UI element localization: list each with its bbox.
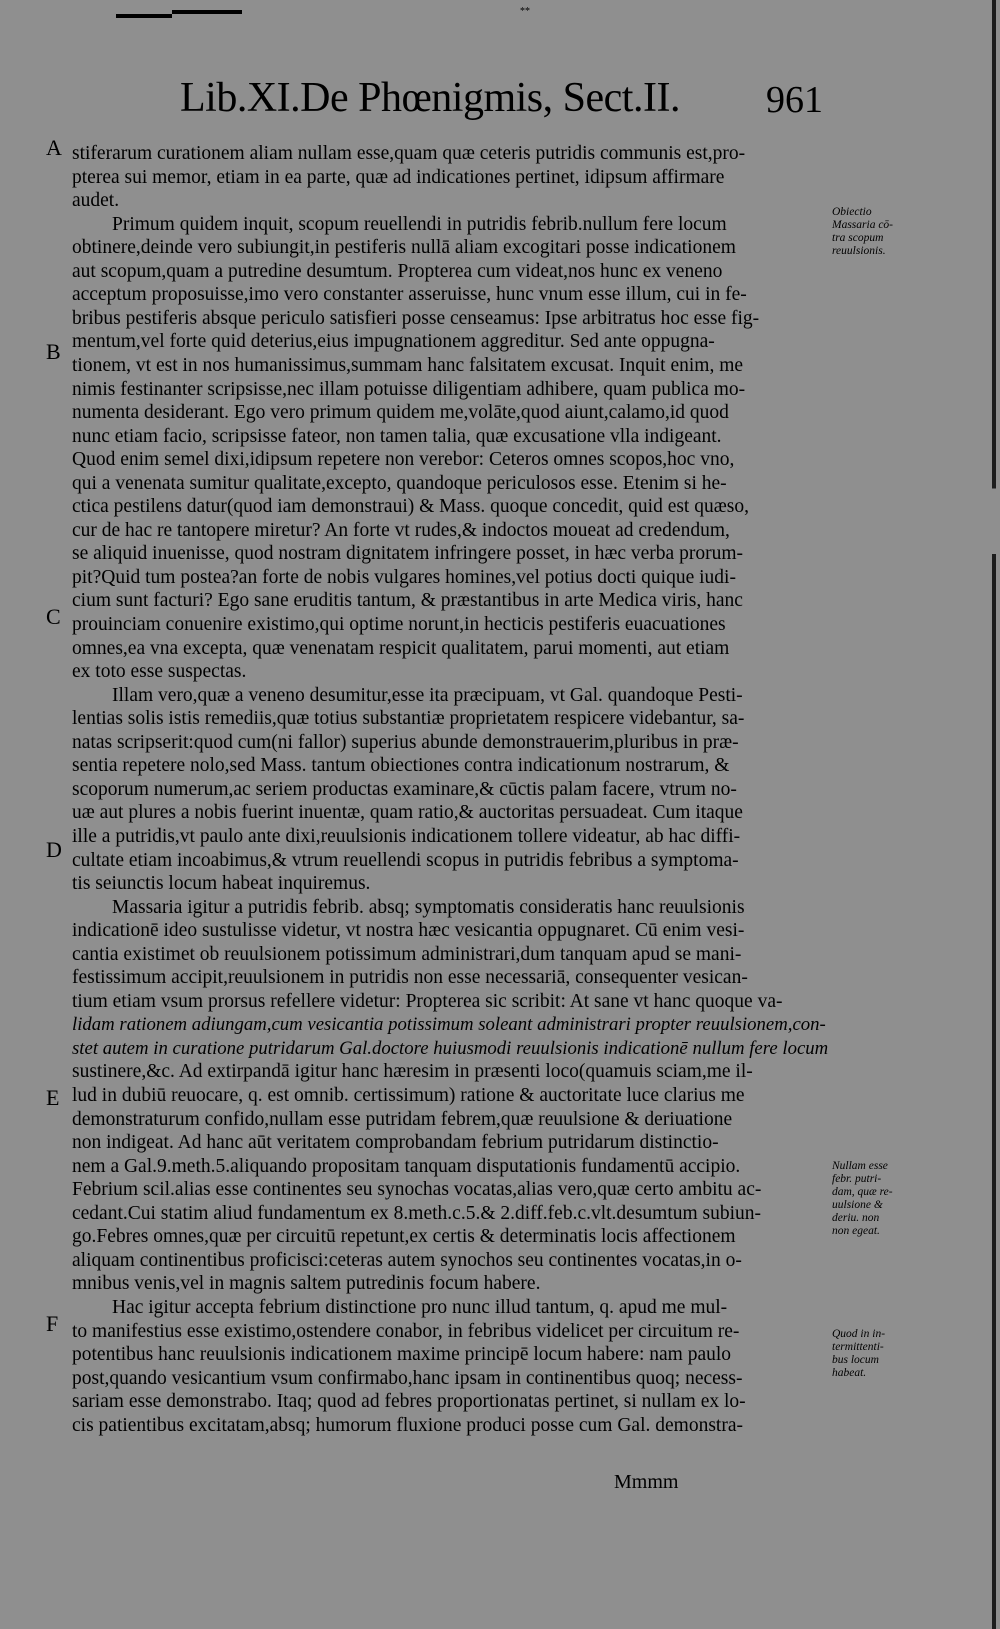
margin-note-line: reuulsionis. <box>832 245 886 257</box>
text-line: aliquam continentibus proficisci:ceteras autem synochos seu continentes vocatas,in o- <box>72 1249 742 1271</box>
text-line: mentum,vel forte quid deterius,eius impugnationem aggreditur. Sed ante oppugna- <box>72 331 715 353</box>
text-line: bribus pestiferis absque periculo satisfieri posse censeamus: Ipse arbitratus hoc esse fig- <box>72 307 760 329</box>
section-marker-d: D <box>46 837 62 862</box>
margin-note-line: termittenti- <box>832 1341 884 1353</box>
text-line: lentias solis istis remediis,quæ totius substantiæ proprietatem respicere videbantur, sa- <box>72 708 745 730</box>
margin-note-line: tra scopum <box>832 232 884 244</box>
margin-note-line: uulsione & <box>832 1199 883 1211</box>
margin-note-quod <box>832 1328 916 1380</box>
text-line: nem a Gal.9.meth.5.aliquando propositam tanquam disputationis fundamentū accipio. <box>72 1155 741 1177</box>
text-line: Massaria igitur a putridis febrib. absq; symptomatis consideratis hanc reuulsionis <box>112 896 745 918</box>
page-edge-shadow <box>992 0 996 1629</box>
text-line: numenta desiderant. Ego vero primum quidem me,volāte,quod aiunt,calamo,id quod <box>72 402 729 424</box>
text-line: acceptum proposuisse,imo vero constanter asseruisse, hunc vnum esse illum, cui in fe- <box>72 284 747 306</box>
text-line: aut scopum,quam a putredine desumtum. Propterea cum videat,nos hunc ex veneno <box>72 260 723 282</box>
text-line: tis seiunctis locum habeat inquiremus. <box>72 873 371 895</box>
text-line: ctica pestilens datur(quod iam demonstraui) & Mass. quoque concedit, quid est quæso, <box>72 496 749 518</box>
text-line: Illam vero,quæ a veneno desumitur,esse ita præcipuam, vt Gal. quandoque Pesti- <box>112 684 743 706</box>
text-line: Hac igitur accepta febrium distinctione pro nunc illud tantum, q. apud me mul- <box>112 1296 728 1318</box>
text-line: indicationē ideo sustulisse videtur, vt nostra hæc vesicantia oppugnaret. Cū enim vesi- <box>72 920 745 942</box>
text-line: post,quando vesicantium vsum confirmabo,hanc ipsam in continentibus quoq; necess- <box>72 1367 743 1389</box>
text-line: tionem, vt est in nos humanissimus,summam hanc falsitatem excusat. Inquit enim, me <box>72 354 744 376</box>
margin-note-obiectio <box>832 206 916 258</box>
section-marker-a: A <box>46 135 62 160</box>
top-rule <box>116 14 172 18</box>
text-line: cis patientibus excitatam,absq; humorum fluxione produci posse cum Gal. demonstra- <box>72 1414 743 1436</box>
signature-mark: Mmmm <box>614 1471 679 1493</box>
section-marker-b: B <box>46 339 61 364</box>
text-line: stet autem in curatione putridarum Gal.doctore huiusmodi reuulsionis indicationē nullum fere locum <box>72 1037 829 1059</box>
text-line: natas scripserit:quod cum(ni fallor) superius abunde demonstrauerim,pluribus in præ- <box>72 731 739 753</box>
text-line: to manifestius esse existimo,ostendere conabor, in febribus videlicet per circuitum re- <box>72 1320 740 1342</box>
text-line: festissimum accipit,reuulsionem in putridis non esse necessariā, consequenter vesican- <box>72 967 748 989</box>
margin-note-line: Obiectio <box>832 206 872 218</box>
text-line: sustinere,&c. Ad extirpandā igitur hanc hæresim in præsenti loco(quamuis sciam,me il- <box>72 1061 753 1083</box>
text-line: lud in dubiū reuocare, q. est omnib. certissimum) ratione & auctoritate luce clarius me <box>72 1085 745 1106</box>
margin-note-line: bus locum <box>832 1354 879 1366</box>
text-line: non indigeat. Ad hanc aūt veritatem comprobandam febrium putridarum distinctio- <box>72 1132 719 1154</box>
margin-note-line: febr. putri- <box>832 1173 882 1185</box>
margin-note-line: Quod in in- <box>832 1328 886 1340</box>
text-line: scoporum numerum,ac seriem productas examinare,& cūctis palam facere, vtrum no- <box>72 778 737 800</box>
margin-note-line: Nullam esse <box>832 1160 888 1172</box>
text-line: potentibus hanc reuulsionis indicationem maxime principē locum habere: nam paulo <box>72 1344 732 1366</box>
section-marker-e: E <box>46 1085 60 1110</box>
section-marker-c: C <box>46 604 61 629</box>
text-line: cedant.Cui statim aliud fundamentum ex 8.meth.c.5.& 2.diff.feb.c.vlt.desumtum subiun- <box>72 1202 762 1224</box>
text-line: demonstraturum confido,nullam esse putridam febrem,quæ reuulsione & deriuatione <box>72 1108 733 1130</box>
text-line: sariam esse demonstrabo. Itaq; quod ad febres proportionatas pertinet, si nullam ex lo- <box>72 1391 746 1413</box>
text-line: pterea sui memor, etiam in ea parte, quæ ad indicationes pertinet, idipsum affirmare <box>72 166 725 188</box>
margin-note-line: deriu. non <box>832 1212 880 1224</box>
margin-note-line: dam, quæ re- <box>832 1186 893 1198</box>
top-rule-ornament <box>172 10 242 14</box>
text-line: nunc etiam facio, scripsisse fateor, non tamen talia, quæ excusatione vlla indigeant. <box>72 425 722 447</box>
text-line: obtinere,deinde vero subiungit,in pestiferis nullā aliam excogitari posse indicationem <box>72 237 736 259</box>
margin-note-nullam <box>832 1160 916 1238</box>
page-number: 961 <box>766 79 823 121</box>
text-line: cium sunt facturi? Ego sane eruditis tantum, & præstantibus in arte Medica viris, hanc <box>72 590 743 612</box>
text-line: go.Febres omnes,quæ per circuitū repetunt,ex certis & determinatis locis affectionem <box>72 1226 736 1248</box>
text-line: ex toto esse suspectas. <box>72 661 247 683</box>
top-mark: ** <box>520 6 530 17</box>
text-line: stiferarum curationem aliam nullam esse,quam quæ ceteris putridis communis est,pro- <box>72 143 746 164</box>
running-header: Lib.XI.De Phœnigmis, Sect.II. <box>180 75 680 121</box>
margin-note-line: habeat. <box>832 1367 867 1379</box>
text-line: ille a putridis,vt paulo ante dixi,reuulsionis indicationem tollere videatur, ab hac diffi- <box>72 825 741 847</box>
text-line: qui a venenata sumitur qualitate,excepto, quandoque periculosos esse. Etenim si he- <box>72 472 727 494</box>
text-line: omnes,ea vna excepta, quæ venenatam respicit qualitatem, parui momenti, aut etiam <box>72 637 730 659</box>
text-line: lidam rationem adiungam,cum vesicantia potissimum soleant administrari propter reuulsionem,con- <box>72 1014 826 1036</box>
text-line: Febrium scil.alias esse continentes seu synochas vocatas,alias vero,quæ certo ambitu ac- <box>72 1179 762 1201</box>
text-line: Primum quidem inquit, scopum reuellendi in putridis febrib.nullum fere locum <box>112 213 727 235</box>
text-line: pit?Quid tum postea?an forte de nobis vulgares homines,vel potius docti quique iudi- <box>72 566 736 588</box>
text-line: audet. <box>72 190 120 212</box>
text-line: cantia existimet ob reuulsionem potissimum administrari,dum tanquam apud se mani- <box>72 943 742 965</box>
text-line: Quod enim semel dixi,idipsum repetere non verebor: Ceteros omnes scopos,hoc vno, <box>72 449 735 471</box>
text-line: tium etiam vsum prorsus refellere videtur: Propterea sic scribit: At sane vt hanc quoque va- <box>72 990 783 1012</box>
text-line: se aliquid inuenisse, quod nostram dignitatem infringere posset, in hæc verba prorum- <box>72 543 743 565</box>
section-marker-f: F <box>46 1311 59 1336</box>
text-line: cultate etiam incoabimus,& vtrum reuellendi scopus in putridis febribus a symptoma- <box>72 849 739 871</box>
margin-note-line: Massaria cō- <box>832 219 894 231</box>
text-line: prouinciam conuenire existimo,qui optime norunt,in hecticis pestiferis euacuationes <box>72 614 726 635</box>
text-line: sentia repetere nolo,sed Mass. tantum obiectiones contra indicationum nostrarum, & <box>72 755 730 777</box>
text-line: mnibus venis,vel in magnis saltem putredinis focum habere. <box>72 1273 541 1295</box>
text-line: cur de hac re tantopere miretur? An forte vt rudes,& indoctos moueat ad credendum, <box>72 519 730 541</box>
text-line: uæ aut plures a nobis fuerint inuentæ, quam ratio,& auctoritas persuadeat. Cum itaque <box>72 802 743 824</box>
margin-note-line: non egeat. <box>832 1225 880 1237</box>
text-line: nimis festinanter scripsisse,nec illam potuisse diligentiam adhibere, quam publica mo- <box>72 378 746 400</box>
